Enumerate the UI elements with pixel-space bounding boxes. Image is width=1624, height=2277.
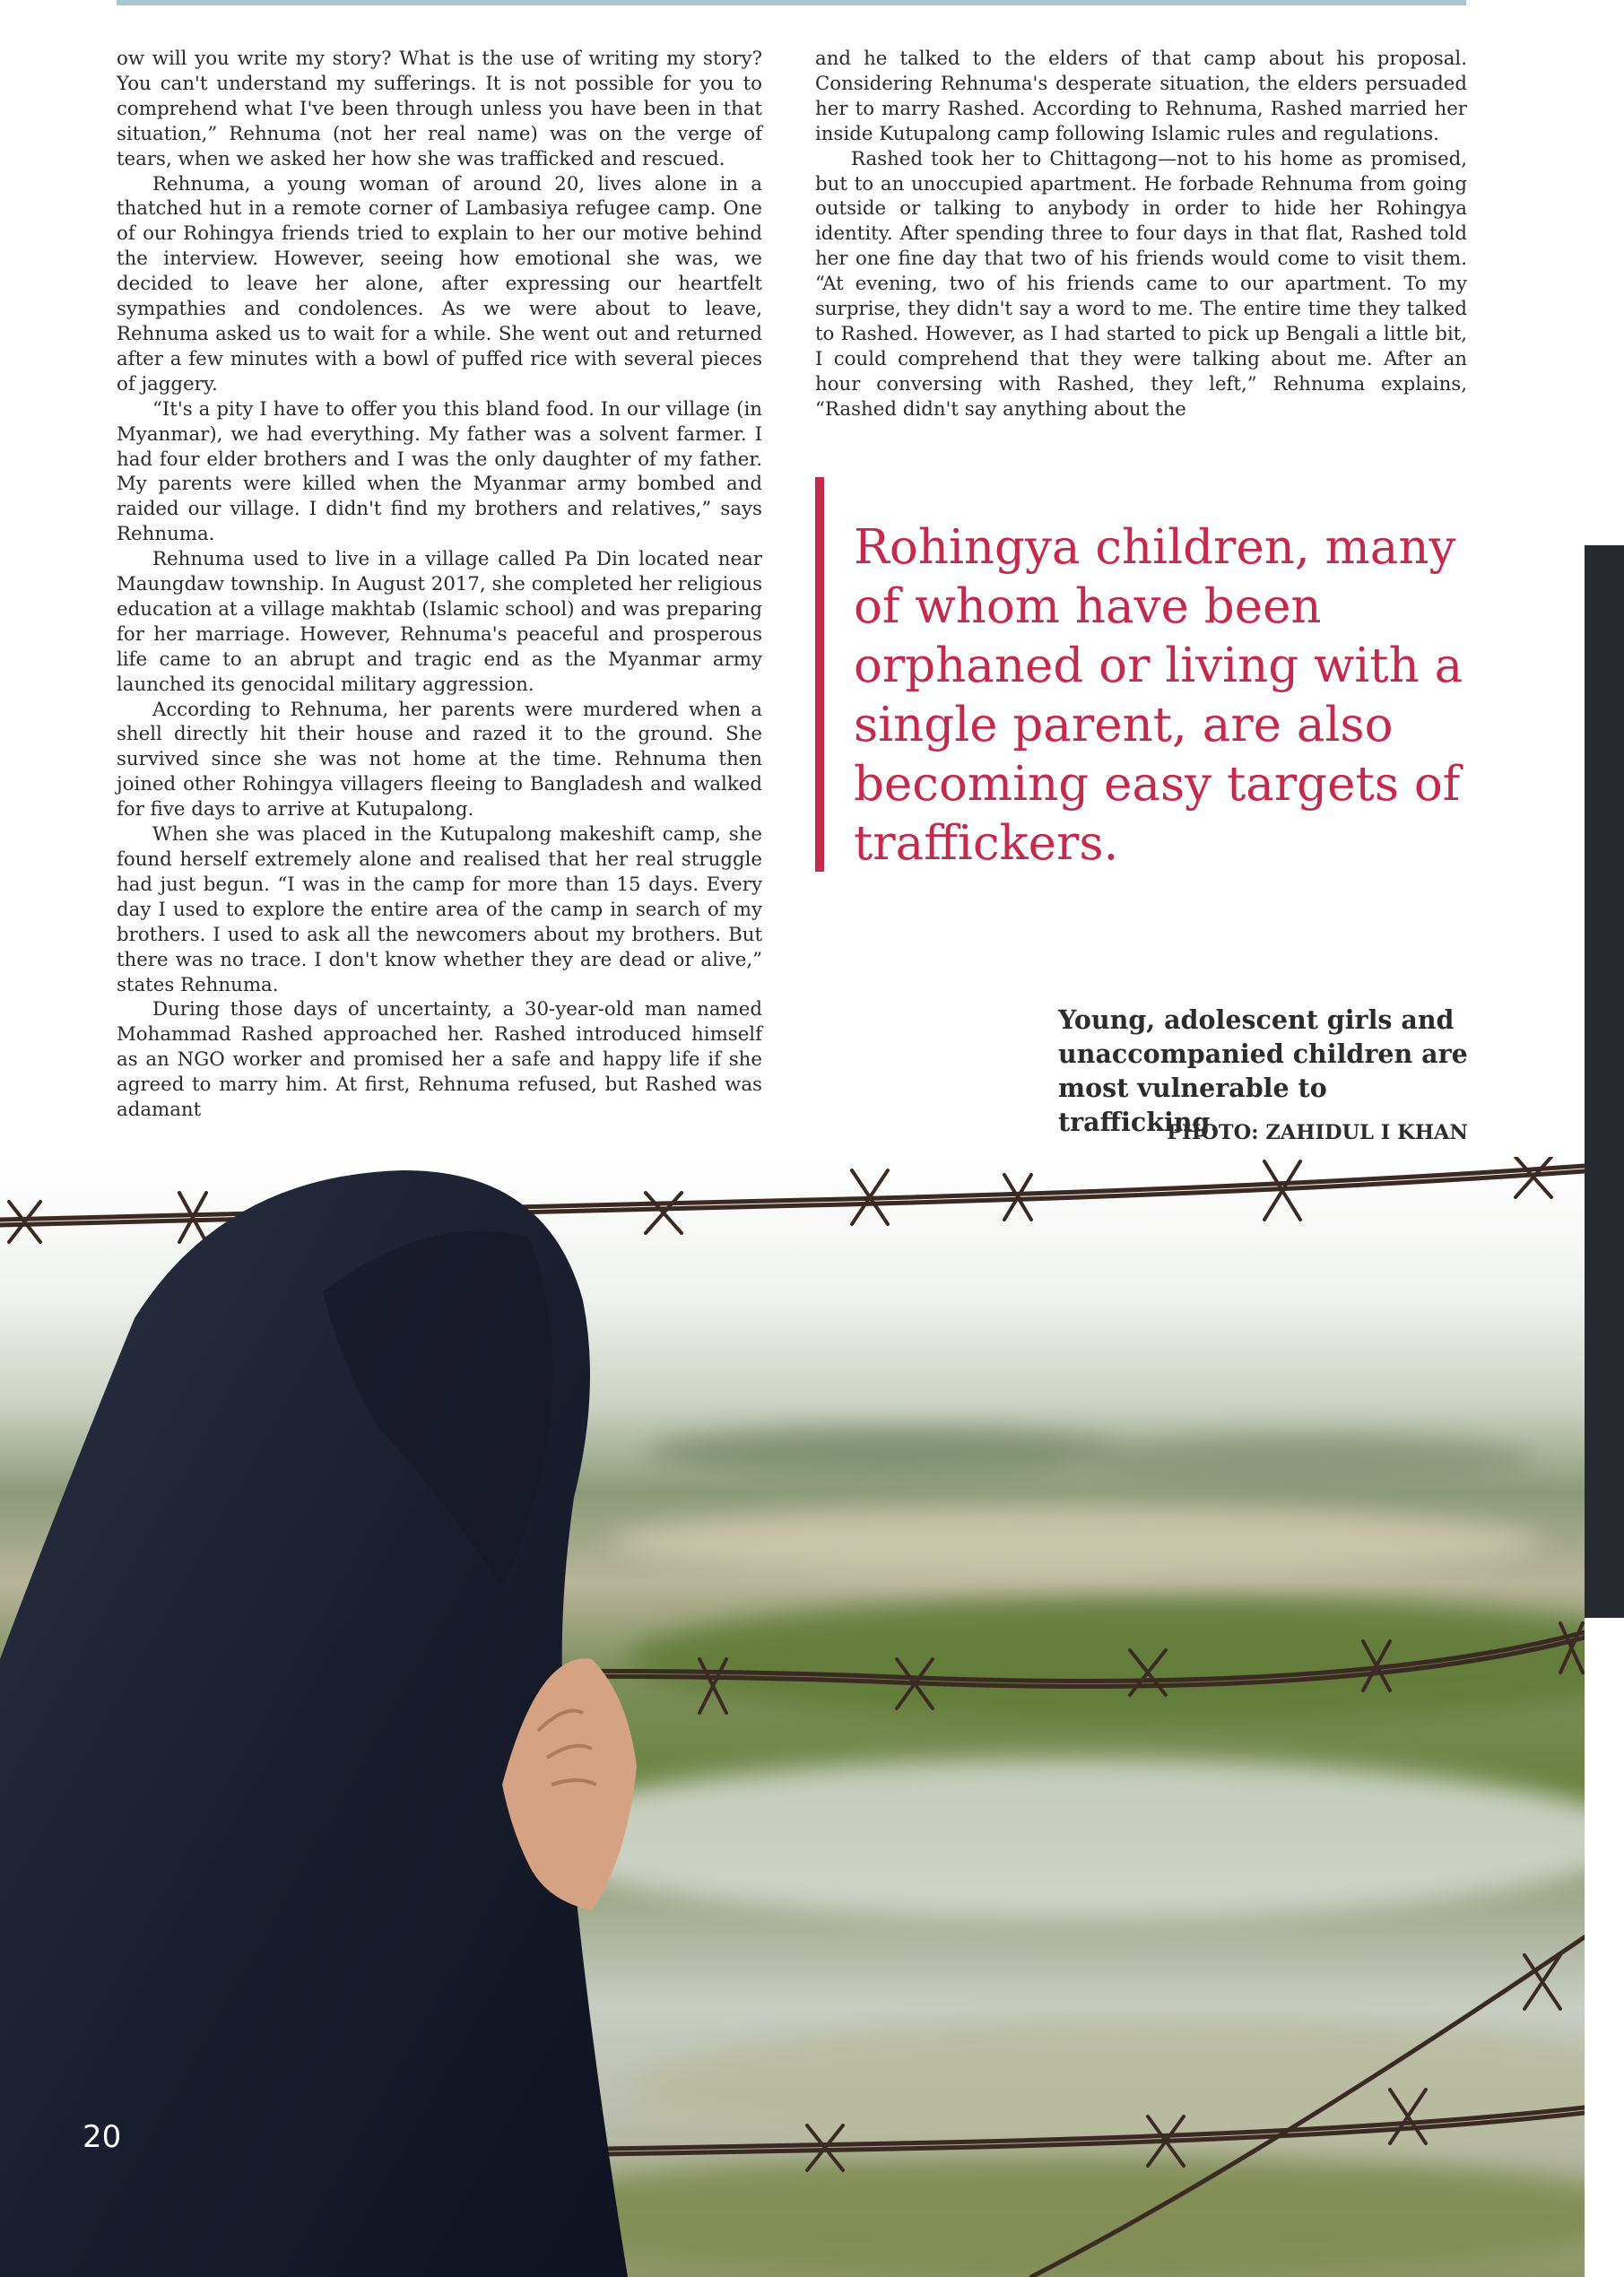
article-photo <box>0 1157 1585 2277</box>
article-paragraph: According to Rehnuma, her parents were murdered when a shell directly hit their house and razed it to the ground. She survived since she was not home at the time. Rehnuma then joined other Rohingya villagers fleeing to Bangladesh and walked for five days to arrive at Kutupalong. <box>117 698 762 821</box>
pull-quote-bar <box>815 477 824 872</box>
article-paragraph: Rehnuma used to live in a village called Pa Din located near Maungdaw township. In August 2017, she completed her religious education at a village makhtab (Islamic school) and was preparing for her marriage. However, Rehnuma's peaceful and prosperous life came to an abrupt and tragic end as the Myanmar army launched its genocidal military aggression. <box>117 548 762 696</box>
article-column-left <box>117 47 762 1123</box>
pull-quote: Rohingya children, many of whom have been orphaned or living with a single parent, are also becoming easy targets of traffickers. <box>854 520 1463 871</box>
photo-credit: PHOTO: ZAHIDUL I KHAN <box>1167 1121 1468 1144</box>
article-paragraph: ow will you write my story? What is the use of writing my story? You can't understand my sufferings. It is not possible for you to comprehend what I've been through unless you have been in that situation,” Rehnuma (not her real name) was on the verge of tears, when we asked her how she was trafficked and rescued. <box>117 48 762 170</box>
article-paragraph: During those days of uncertainty, a 30-year-old man named Mohammad Rashed approached her. Rashed introduced himself as an NGO worker and promised her a safe and happy life if she agreed to marry him. At first, Rehnuma refused, but Rashed was adamant <box>117 998 762 1122</box>
side-tab <box>1585 545 1624 1618</box>
top-rule <box>117 0 1466 5</box>
photo-caption: Young, adolescent girls and unaccompanied children are most vulnerable to trafficking. <box>1058 1004 1468 1137</box>
page-number: 20 <box>83 2119 122 2155</box>
article-paragraph: When she was placed in the Kutupalong makeshift camp, she found herself extremely alone and realised that her real struggle had just begun. “I was in the camp for more than 15 days. Every day I used to explore the entire area of the camp in search of my brothers. I used to ask all the newcomers about my brothers. But there was no trace. I don't know whether they are dead or alive,” states Rehnuma. <box>117 823 762 996</box>
article-column-right <box>815 47 1467 422</box>
article-paragraph: Rashed took her to Chittagong—not to his home as promised, but to an unoccupied apartment. He forbade Rehnuma from going outside or talking to anybody in order to hide her Rohingya identity. After spending three to four days in that flat, Rashed told her one fine day that two of his friends would come to visit them. “At evening, two of his friends came to our apartment. To my surprise, they didn't say a word to me. The entire time they talked to Rashed. However, as I had started to pick up Bengali a little bit, I could comprehend that they were talking about me. After an hour conversing with Rashed, they left,” Rehnuma explains, “Rashed didn't say anything about the <box>815 147 1467 421</box>
article-paragraph: “It's a pity I have to offer you this bland food. In our village (in Myanmar), we had everything. My father was a solvent farmer. I had four elder brothers and I was the only daughter of my father. My parents were killed when the Myanmar army bombed and raided our village. I didn't find my brothers and relatives,” says Rehnuma. <box>117 397 762 546</box>
article-paragraph: Rehnuma, a young woman of around 20, lives alone in a thatched hut in a remote corner of Lambasiya refugee camp. One of our Rohingya friends tried to explain to her our motive behind the interview. However, seeing how emotional she was, we decided to leave her alone, after expressing our heartfelt sympathies and condolences. As we were about to leave, Rehnuma asked us to wait for a while. She went out and returned after a few minutes with a bowl of puffed rice with several pieces of jaggery. <box>117 172 762 395</box>
article-paragraph: and he talked to the elders of that camp about his proposal. Considering Rehnuma's desperate situation, the elders persuaded her to marry Rashed. According to Rehnuma, Rashed married her inside Kutupalong camp following Islamic rules and regulations. <box>815 48 1467 145</box>
